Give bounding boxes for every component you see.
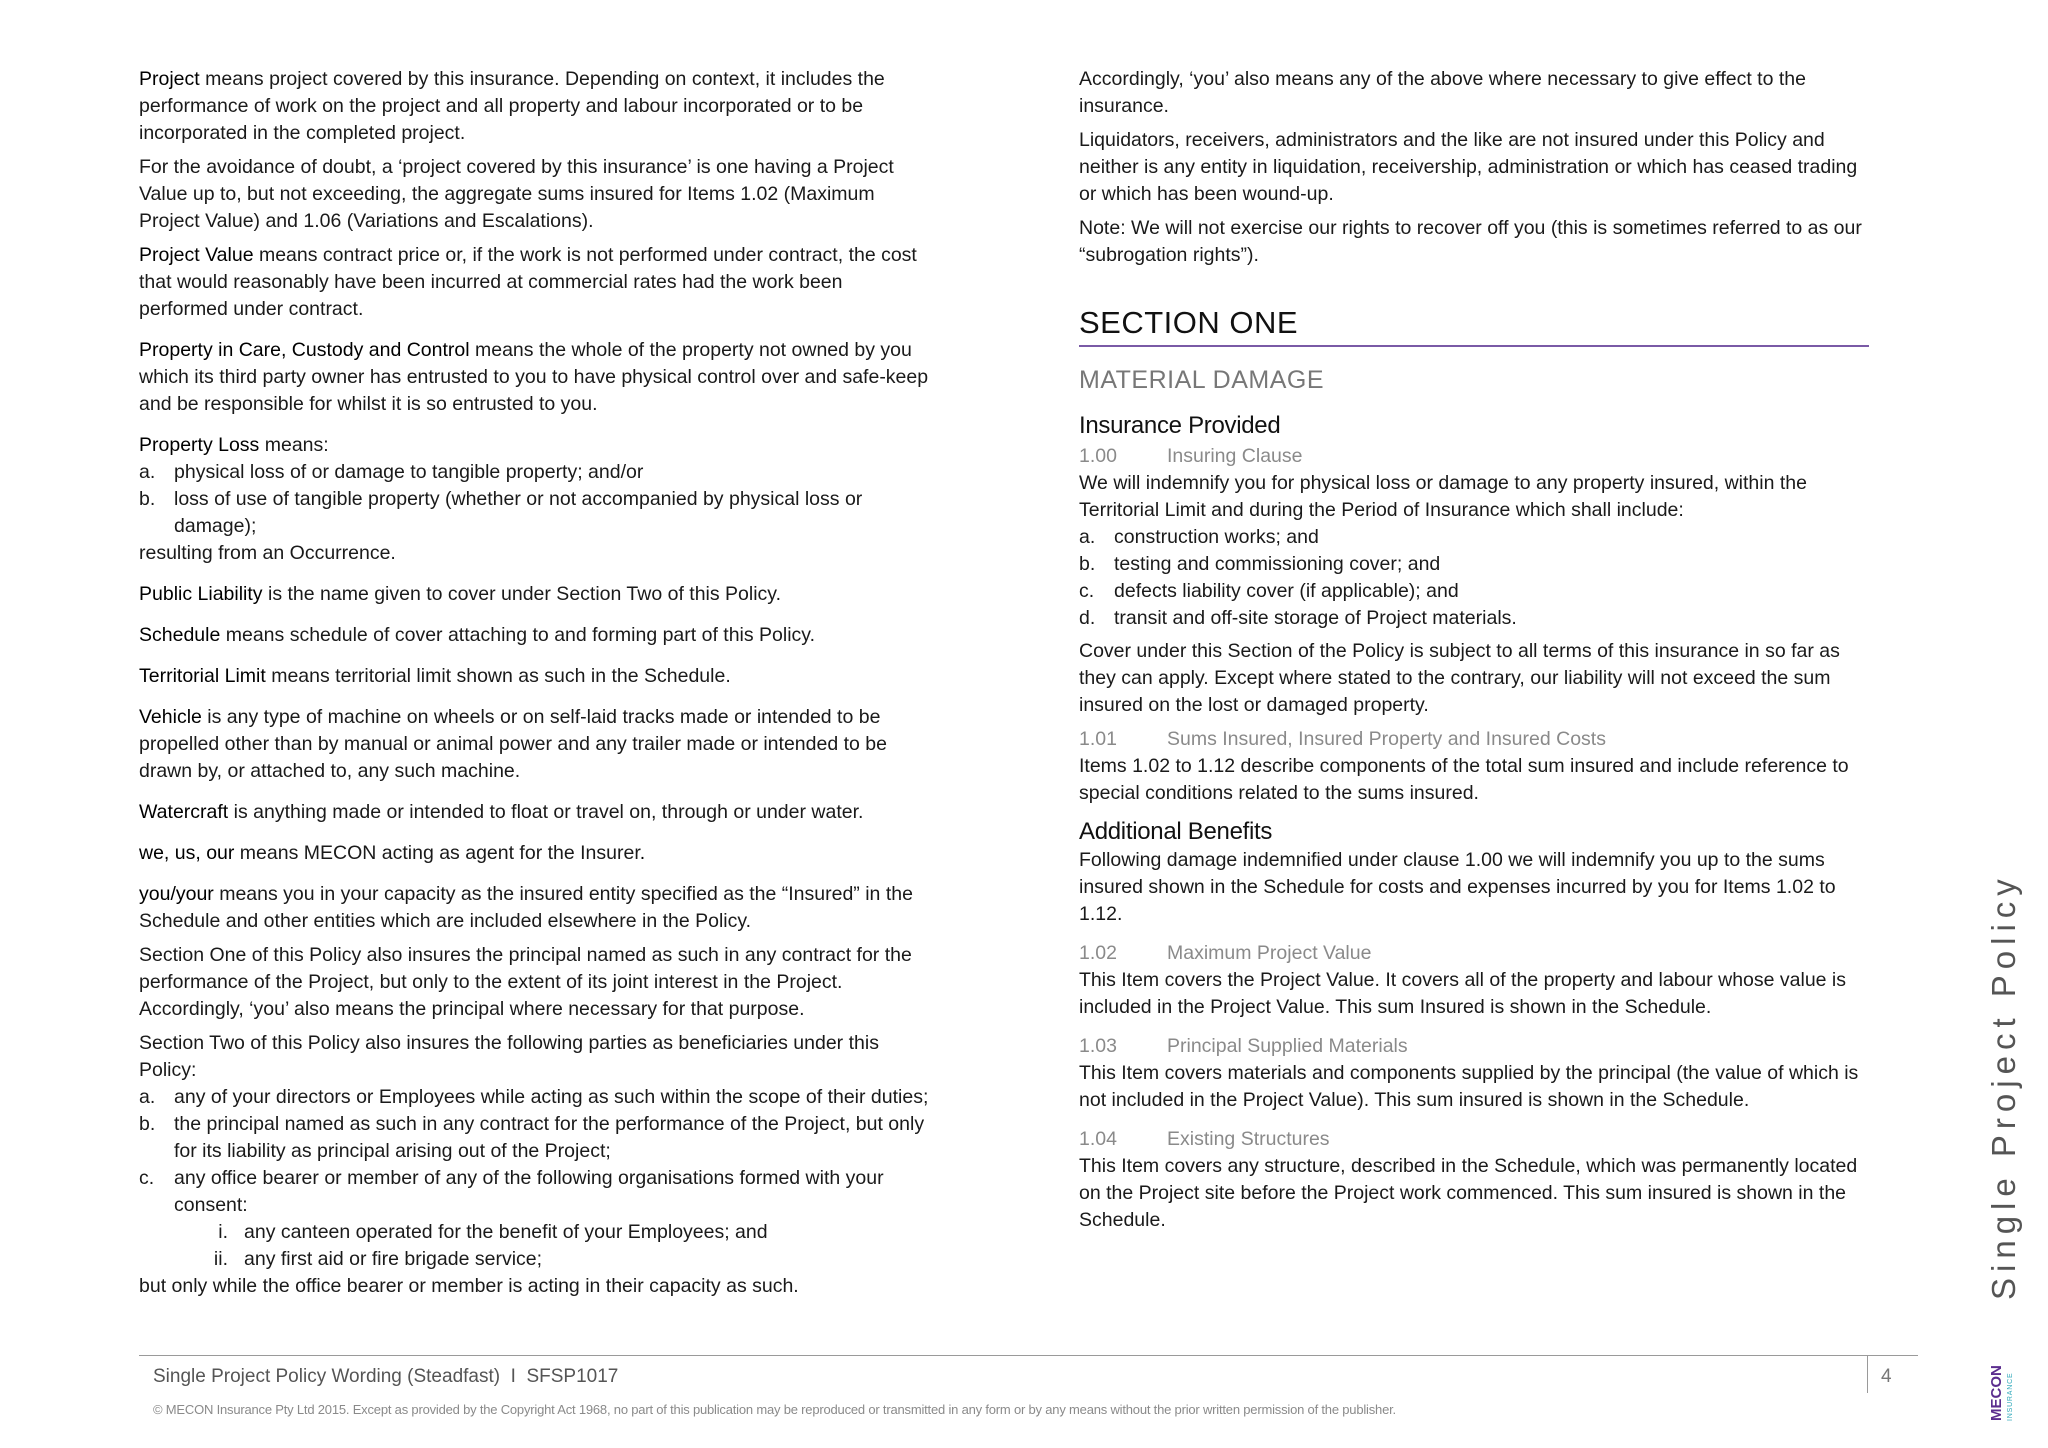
copyright-notice: © MECON Insurance Pty Ltd 2015. Except as provided by the Copyright Act 1968, no part of this publication may be reproduced or transmitted in any form or by any means without the prior written permission of the publisher. (153, 1402, 1396, 1417)
list-item (139, 1084, 929, 1111)
footer-page-divider (1867, 1355, 1868, 1393)
clause-text: We will indemnify you for physical loss or damage to any property insured, within the Territorial Limit and during the Period of Insurance which shall include: (1079, 472, 1807, 521)
def-term: Property in Care, Custody and Control (139, 339, 470, 361)
property-loss-list (139, 459, 929, 540)
clause-heading (1079, 940, 1869, 967)
sidebar-title: Single Project Policy (1985, 873, 2022, 1300)
list-item (139, 1165, 929, 1219)
list-marker: a. (139, 461, 156, 483)
def-project (139, 66, 929, 147)
clause-title: Maximum Project Value (1167, 942, 1372, 964)
def-text: means MECON acting as agent for the Insurer (234, 842, 640, 864)
def-text: means the whole of the property not owned by you which its third party owner has entrusted to you to have physical control over and safe-keep and be responsible for whilst it is so entrusted to you. (139, 339, 929, 415)
clause-number: 1.02 (1079, 942, 1117, 964)
clause-title: Existing Structures (1167, 1128, 1330, 1150)
def-you-your (139, 881, 929, 935)
section-subtitle: MATERIAL DAMAGE (1079, 366, 1325, 394)
clause-text: This Item covers materials and components supplied by the principal (the value of which is not included in the Project Value). This sum insured is shown in the Schedule. (1079, 1062, 1859, 1111)
def-term: we, us, our (139, 842, 235, 864)
right-column (1079, 66, 1869, 1241)
list-text: any office bearer or member of any of the following organisations formed with your consent: (174, 1167, 884, 1216)
mecon-logo (1985, 1351, 2015, 1421)
list-marker: a. (139, 1086, 156, 1108)
property-loss-tail: resulting from an Occurrence. (139, 542, 396, 564)
list-item (139, 459, 929, 486)
def-term: Public Liability (139, 583, 263, 605)
list-item (139, 1219, 929, 1246)
clause-number: 1.01 (1079, 728, 1117, 750)
def-term: Watercraft (139, 801, 229, 823)
list-text: any first aid or fire brigade service; (244, 1248, 543, 1270)
clause-heading (1079, 1126, 1869, 1153)
list-text: construction works; and (1114, 526, 1319, 548)
def-property-ccc (139, 337, 929, 418)
list-text: the principal named as such in any contract for the performance of the Project, but only for its liability as principal arising out of the Project; (174, 1113, 925, 1162)
beneficiaries-list (139, 1084, 929, 1219)
insuring-list (1079, 524, 1869, 632)
def-term: Project Value (139, 244, 254, 266)
clause-heading (1079, 1033, 1869, 1060)
footer-wording: Single Project Policy Wording (Steadfast) I SFSP1017 (153, 1366, 619, 1387)
list-text: testing and commissioning cover; and (1114, 553, 1441, 575)
clause-heading (1079, 726, 1869, 753)
list-item (1079, 578, 1869, 605)
def-schedule (139, 622, 929, 649)
list-item (1079, 551, 1869, 578)
section-title: SECTION ONE (1079, 305, 1869, 347)
list-text: transit and off-site storage of Project materials. (1114, 607, 1517, 629)
note-paragraph: Note: We will not exercise our rights to recover off you (this is sometimes referred to as our “subrogation rights”). (1079, 217, 1862, 266)
clause-number: 1.04 (1079, 1128, 1117, 1150)
def-text: means territorial limit shown as such in the Schedule. (265, 665, 731, 687)
left-column (139, 66, 929, 1307)
def-term: Property Loss (139, 434, 260, 456)
beneficiaries-tail: but only while the office bearer or member is acting in their capacity as such. (139, 1275, 799, 1297)
def-public-liability (139, 581, 929, 608)
def-term: Project (139, 68, 200, 90)
list-marker: c. (139, 1167, 155, 1189)
organisations-list (139, 1219, 929, 1273)
accordingly-paragraph: Accordingly, ‘you’ also means any of the above where necessary to give effect to the insurance. (1079, 68, 1806, 117)
list-item (1079, 524, 1869, 551)
def-text: means contract price or, if the work is not performed under contract, the cost that would reasonably have been incurred at commercial rates had the work been performed under contract. (139, 244, 917, 320)
cover-paragraph: Cover under this Section of the Policy is subject to all terms of this insurance in so far as they can apply. Except where stated to the contrary, our liability will not exceed the sum insured on the lost or damaged property. (1079, 640, 1840, 716)
def-term: Vehicle (139, 706, 202, 728)
def-term: Territorial Limit (139, 665, 266, 687)
list-marker: c. (1079, 580, 1095, 602)
page-number: 4 (1881, 1366, 1892, 1387)
list-item (1079, 605, 1869, 632)
section-one-paragraph: Section One of this Policy also insures the principal named as such in any contract for the performance of the Project, but only to the extent of its joint interest in the Project. Accordingly, ‘you’ also means the principal where necessary for that purpose. (139, 944, 912, 1020)
avoidance-paragraph: For the avoidance of doubt, a ‘project covered by this insurance’ is one having a Project Value up to, but not exceeding, the aggregate sums insured for Items 1.02 (Maximum Project Value) and 1.06 (Variations and Escalations). (139, 156, 894, 232)
def-term: you/your (139, 883, 214, 905)
clause-heading (1079, 443, 1869, 470)
clause-number: 1.00 (1079, 445, 1117, 467)
def-project-value (139, 242, 929, 323)
def-text: is anything made or intended to float or travel on, through or under water. (228, 801, 864, 823)
def-text: means: (259, 434, 329, 456)
liquidators-paragraph: Liquidators, receivers, administrators and the like are not insured under this Policy and neither is any entity in liquidation, receivership, administration or which has ceased trading or which has been wound-up. (1079, 129, 1858, 205)
list-marker: a. (1079, 526, 1096, 548)
heading-additional-benefits: Additional Benefits (1079, 818, 1273, 845)
clause-text: This Item covers any structure, described in the Schedule, which was permanently located on the Project site before the Project work commenced. This sum insured is shown in the Schedule. (1079, 1155, 1858, 1231)
list-marker: b. (139, 1113, 156, 1135)
def-text: is any type of machine on wheels or on self-laid tracks made or intended to be propelled other than by manual or animal power and any trailer made or intended to be drawn by, or attached to, any such machine. (139, 706, 887, 782)
def-we-us-our (139, 840, 929, 867)
list-marker: b. (1079, 553, 1096, 575)
list-item (139, 1111, 929, 1165)
list-marker: ii. (213, 1248, 228, 1270)
list-text: defects liability cover (if applicable); and (1114, 580, 1459, 602)
def-term: Schedule (139, 624, 221, 646)
clause-title: Sums Insured, Insured Property and Insured Costs (1167, 728, 1606, 750)
logo-tagline-text: INSURANCE (2007, 1372, 2014, 1421)
list-marker: d. (1079, 607, 1096, 629)
heading-insurance-provided: Insurance Provided (1079, 412, 1281, 439)
clause-text: This Item covers the Project Value. It covers all of the property and labour whose value is included in the Project Value. This sum Insured is shown in the Schedule. (1079, 969, 1847, 1018)
additional-benefits-text: Following damage indemnified under clause 1.00 we will indemnify you up to the sums insured shown in the Schedule for costs and expenses incurred by you for Items 1.02 to 1.12. (1079, 849, 1836, 925)
clause-title: Principal Supplied Materials (1167, 1035, 1408, 1057)
def-end: . (639, 842, 646, 864)
def-text: is the name given to cover under Section Two of this Policy. (262, 583, 782, 605)
def-text: means project covered by this insurance. Depending on context, it includes the performance of work on the project and all property and labour incorporated or to be incorporated in the completed project. (139, 68, 885, 144)
def-property-loss (139, 432, 929, 459)
list-item (139, 486, 929, 540)
list-item (139, 1246, 929, 1273)
section-two-paragraph: Section Two of this Policy also insures the following parties as beneficiaries under this Policy: (139, 1032, 879, 1081)
def-vehicle (139, 704, 929, 785)
clause-title: Insuring Clause (1167, 445, 1303, 467)
logo-brand-text: MECON (1988, 1365, 2005, 1421)
list-text: physical loss of or damage to tangible property; and/or (174, 461, 644, 483)
list-marker: b. (139, 488, 156, 510)
list-text: loss of use of tangible property (whether or not accompanied by physical loss or damage); (174, 488, 863, 537)
def-text: means you in your capacity as the insured entity specified as the “Insured” in the Schedule and other entities which are included elsewhere in the Policy. (139, 883, 913, 932)
list-text: any canteen operated for the benefit of your Employees; and (244, 1221, 768, 1243)
def-text: means schedule of cover attaching to and forming part of this Policy. (220, 624, 816, 646)
clause-number: 1.03 (1079, 1035, 1117, 1057)
def-watercraft (139, 799, 929, 826)
def-territorial-limit (139, 663, 929, 690)
footer-divider (139, 1355, 1918, 1356)
list-text: any of your directors or Employees while acting as such within the scope of their duties; (174, 1086, 929, 1108)
list-marker: i. (218, 1221, 228, 1243)
clause-text: Items 1.02 to 1.12 describe components of the total sum insured and include reference to special conditions related to the sums insured. (1079, 755, 1849, 804)
